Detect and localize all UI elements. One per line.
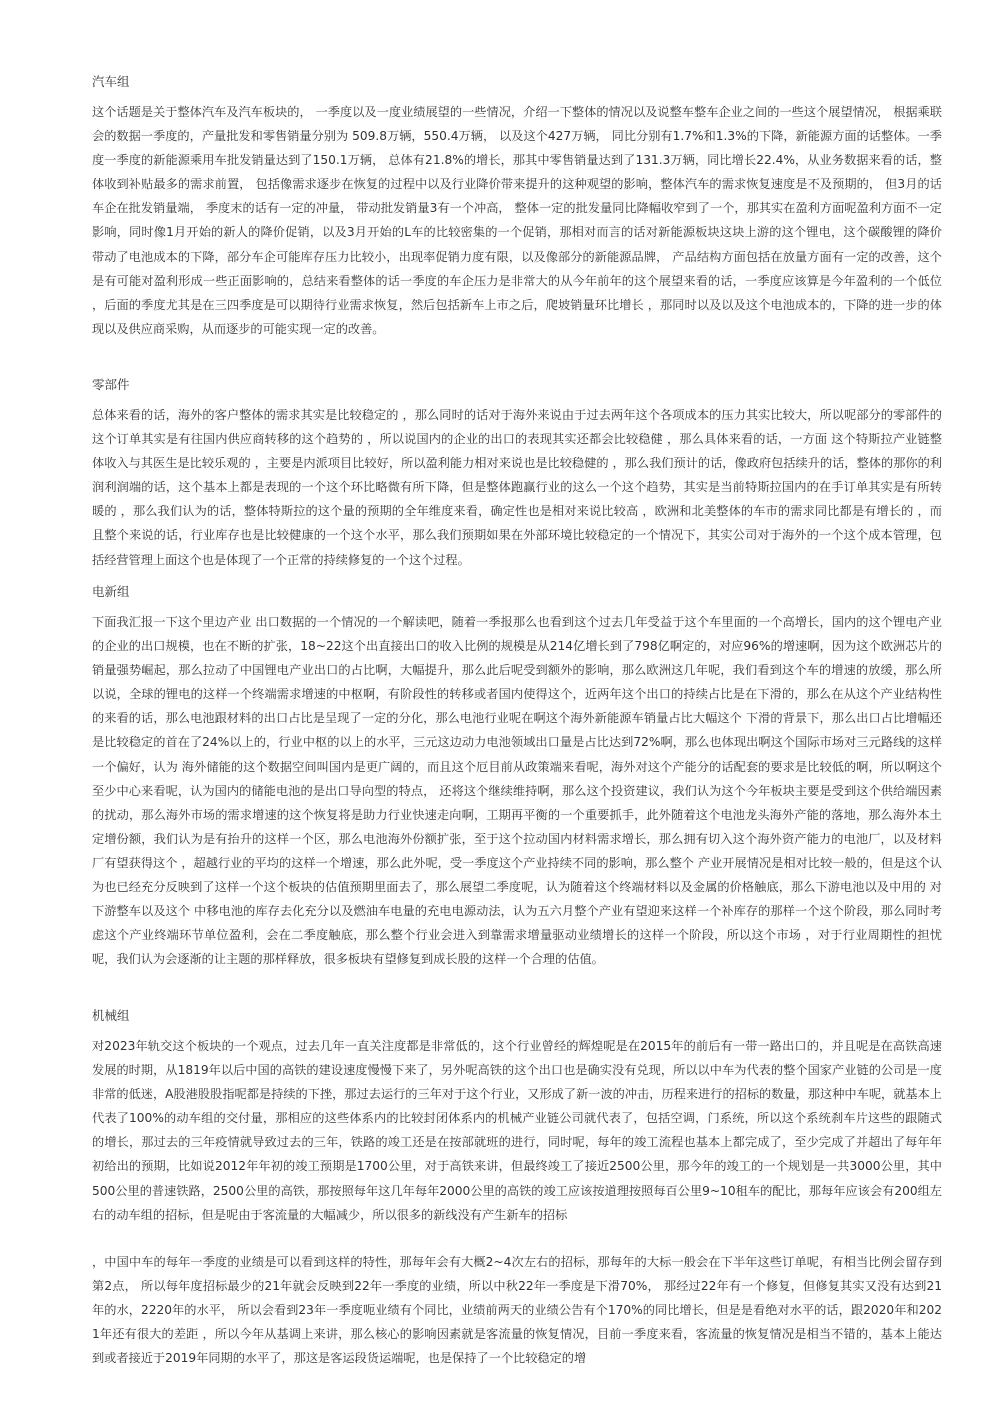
section-paragraph-parts: 总体来看的话，海外的客户整体的需求其实是比较稳定的 ，那么同时的话对于海外来说由于过去两年这个各项成本的压力其实比较大，所以呢部分的零部件的这个订单其实是有往国内供应商转移的这个趋势的 ，所以说国内的企业的出口的表现其实还都会比较稳健 ，那么具体来看的话，一方面 这个特斯拉产业链整体收入与其医生是比较乐观的 ，主要是内派项目比较好，所以盈利能力相对来说也是比较稳健的 ，那么我们预计的话，像政府包括续升的话，整体的那你的利润利润端的话，这个基本上都是表现的一个这个环比略微有所下降，但是整体跑赢行业的这么一个这个趋势，其实是当前特斯拉国内的在手订单其实是有所转暖的 ，那么我们认为的话，整体特斯拉的这个量的预期的全年维度来看，确定性也是相对来说比较高 ，欧洲和北美整体的车市的需求同比都是有增长的 ，而且整个来说的话，行业库存也是比较健康的一个这个水平，那么我们预期如果在外部环境比较稳定的一个情况下，其实公司对于海外的一个这个成本管理，包括经营管理上面这个也是体现了一个正常的持续修复的一个这个过程。 xyxy=(92,408,942,567)
section-paragraph-new-energy: 下面我汇报一下这个里边产业 出口数据的一个情况的一个解读吧，随着一季报那么也看到这个过去几年受益于这个车里面的一个高增长，国内的这个锂电产业的企业的出口规模，也在不断的扩张，18~22这个出直接出口的收入比例的规模是从214亿增长到了798亿啊定的，对应96%的增速啊，因为这个欧洲芯片的销量强势崛起，那么拉动了中国锂电产业出口的占比啊，大幅提升，那么此后呢受到额外的影响，那么欧洲这几年呢，我们看到这个车的增速的放缓，那么所以说，全球的锂电的这样一个终端需求增速的中枢啊，有阶段性的转移或者国内使得这个，近两年这个出口的持续占比是在下滑的，那么在从这个产业结构性的来看的话，那么电池跟材料的出口占比是呈现了一定的分化，那么电池行业呢在啊这个海外新能源车销量占比大幅这个 下滑的背景下，那么出口占比增幅还是比较稳定的首在了24%以上的，行业中枢的以上的水平，三元这边动力电池领域出口量是占比达到72%啊，那么也体现出啊这个国际市场对三元路线的这样一个偏好，认为 海外储能的这个数据空间叫国内是更广阔的，而且这个厄目前从政策端来看呢，海外对这个产能分的话配套的要求是比较低的啊，所以啊这个至少中心来看呢，认为国内的储能电池的是出口导向型的特点， 还将这个继续维持啊，那么这个投资建议，我们认为这个今年板块主要是受到这个供给端因素的扰动，那么海外市场的需求增速的这个恢复将是助力行业快速走向啊，工期再平衡的一个重要抓手，此外随着这个电池龙头海外产能的落地，那么海外本土定增份额，我们认为是有抬升的这样一个区，那么电池海外份额扩张，至于这个拉动国内材料需求增长，那么拥有切入这个海外资产能力的电池厂，以及材料厂有望获得这个 ，超越行业的平均的这样一个增速，那么此外呢，受一季度这个产业持续不同的影响，那么整个 产业开展情况是相对比较一般的，但是这个认为也已经充分反映到了这样一个这个板块的估值预期里面去了，那么展望二季度呢，认为随着这个终端材料以及金属的价格触底，那么下游电池以及中用的 对下游整车以及这个 中移电池的库存去化充分以及燃油车电量的充电电源动法，认为五六月整个产业有望迎来这样一个补库存的那样一个这个阶段，那么同时考虑这个产业终端环节单位盈利，会在二季度触底，那么整个行业会进入到靠需求增量驱动业绩增长的这样一个阶段，所以这个市场 ，对于行业周期性的担忧呢，我们认为会逐渐的让主题的那样释放，很多板块有望修复到成长股的这样一个合理的估值。 xyxy=(92,615,942,967)
section-heading-parts: 零部件 xyxy=(92,377,130,392)
section-paragraph-machinery-2: ，中国中车的每年一季度的业绩是可以看到这样的特性，那每年会有大概2~4次左右的招标，那每年的大标一般会在下半年这些订单呢，有相当比例会留存到第2点， 所以每年度招标最少的21年就会反映到22年一季度的业绩，所以中秋22年一季度是下滑70%， 那经过22年有一个修复，但修复其实又没有达到21年的水，2220年的水平， 所以会看到23年一季度呃业绩有个同比，业绩前两天的业绩公告有个170%的同比增长，但是是看绝对水平的话，跟2020年和2021年还有很大的差距 ，所以今年从基调上来讲，那么核心的影响因素就是客流量的恢复情况，目前一季度来看，客流量的恢复情况是相当不错的，基本上能达到或者接近于2019年同期的水平了，那这是客运段货运端呢，也是保持了一个比较稳定的增 xyxy=(92,1255,942,1366)
section-paragraph-auto: 这个话题是关于整体汽车及汽车板块的， 一季度以及一度业绩展望的一些情况，介绍一下整体的情况以及说整车整车企业之间的一些这个展望情况， 根据乘联会的数据一季度的，产量批发和零售销量分别为 509.8万辆，550.4万辆， 以及这个427万辆， 同比分别有1.7%和1.3%的下降，新能源方面的话整体。一季度一季度的新能源乘用车批发销量达到了150.1万辆， 总体有21.8%的增长，那其中零售销量达到了131.3万辆，同比增长22.4%，从业务数据来看的话，整体收到补贴最多的需求前置， 包括像需求逐步在恢复的过程中以及行业降价带来提升的这种观望的影响，整体汽车的需求恢复速度是不及预期的， 但3月的话车企在批发销量端， 季度末的话有一定的冲量， 带动批发销量3有一个冲高， 整体一定的批发量同比降幅收窄到了一个，那其实在盈利方面呢盈利方面不一定影响，同时像1月开始的新人的降价促销，以及3月开始的L车的比较密集的一个促销，那相对而言的话对新能源板块这块上游的这个锂电，这个碳酸锂的降价带动了电池成本的下降，部分车企可能库存压力比较小，出现率促销力度有限，以及像部分的新能源品牌， 产品结构方面包括在放量方面有一定的改善，这个是有可能对盈利形成一些正面影响的，总结来看整体的话一季度的车企压力是非常大的从今年前年的这个展望来看的话，一季度应该算是今年盈利的一个低位 ，后面的季度尤其是在三四季度是可以期待行业需求恢复，然后包括新车上市之后，爬坡销量环比增长 ，那同时以及以及这个电池成本的，下降的进一步的体现以及供应商采购，从而逐步的可能实现一定的改善。 xyxy=(92,105,942,336)
section-paragraph-machinery-1: 对2023年轨交这个板块的一个观点，过去几年一直关注度都是非常低的，这个行业曾经的辉煌呢是在2015年的前后有一带一路出口的，并且呢是在高铁高速发展的时期，从1819年以后中国的高铁的建设速度慢慢下来了，另外呢高铁的这个出口也是确实没有兑现，所以以中车为代表的整个国家产业链的公司是一度非常的低迷，A股港股股指呢都是持续的下挫，那过去运行的三年对于这个行业，又形成了新一波的冲击，历程来进行的招标的数量，那这种中车呢，就基本上代表了100%的动车组的交付量，那相应的这些体系内的比较封闭体系内的机械产业链公司就代表了，包括空调，门系统，所以这个系统刹车片这些的跟随式的增长，那过去的三年疫情就导致过去的三年，铁路的竣工还是在按部就班的进行，同时呢，每年的竣工流程也基本上都完成了，至少完成了并超出了每年年初给出的预期，比如说2012年年初的竣工预期是1700公里，对于高铁来讲，但最终竣工了接近2500公里，那今年的竣工的一个规划是一共3000公里，其中500公里的普速铁路，2500公里的高铁，那按照每年这几年每年2000公里的高铁的竣工应该按道理按照每百公里9~10租车的配比，那每年应该会有200组左右的动车组的招标，但是呢由于客流量的大幅减少，所以很多的新线没有产生新车的招标 xyxy=(92,1039,942,1222)
section-heading-new-energy: 电新组 xyxy=(92,584,130,599)
section-heading-machinery: 机械组 xyxy=(92,1008,130,1023)
section-heading-auto: 汽车组 xyxy=(92,74,130,89)
